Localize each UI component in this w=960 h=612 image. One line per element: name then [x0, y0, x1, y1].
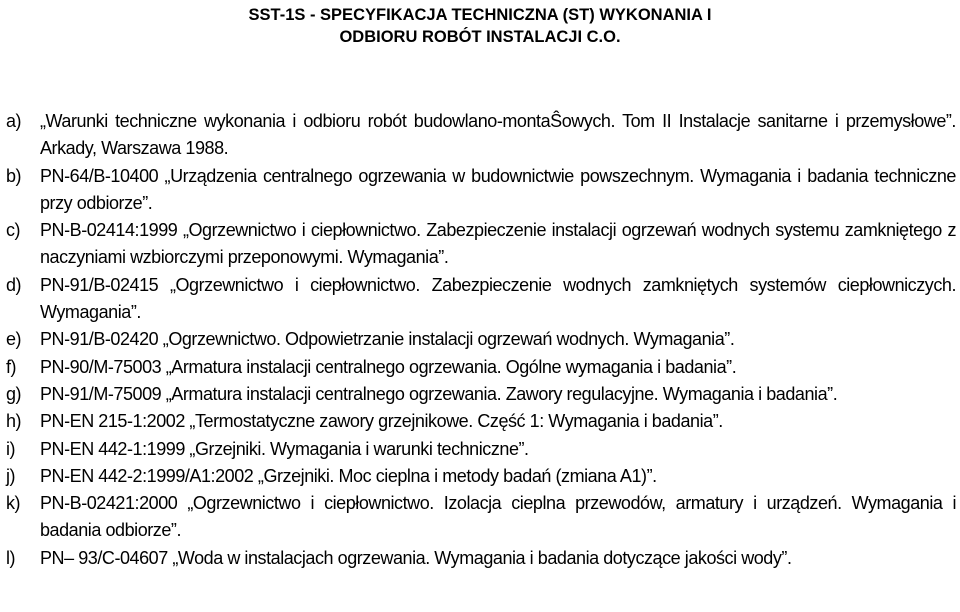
reference-marker: k)	[6, 493, 21, 514]
reference-marker: f)	[6, 356, 17, 377]
reference-text: PN-B-02421:2000 „Ogrzewnictwo i ciepłownictwo. Izolacja cieplna przewodów, armatury i urządzeń. Wymagania i badania odbiorze”.	[40, 493, 956, 541]
reference-marker: h)	[6, 411, 22, 432]
reference-item-b	[6, 163, 956, 218]
reference-item-c	[6, 217, 956, 272]
reference-text: „Warunki techniczne wykonania i odbioru robót budowlano-montaŜowych. Tom II Instalacje sanitarne i przemysłowe”. Arkady, Warszawa 1988.	[40, 111, 956, 159]
header-line-1: SST-1S - SPECYFIKACJA TECHNICZNA (ST) WYKONANIA I	[248, 6, 712, 24]
reference-list	[6, 108, 956, 572]
reference-text: PN-EN 442-2:1999/A1:2002 „Grzejniki. Moc cieplna i metody badań (zmiana A1)”.	[40, 465, 657, 486]
reference-text: PN-64/B-10400 „Urządzenia centralnego ogrzewania w budownictwie powszechnym. Wymagania i badania techniczne przy odbiorze”.	[40, 165, 956, 213]
reference-item-j	[6, 463, 956, 490]
reference-marker: i)	[6, 438, 16, 459]
reference-text: PN-91/B-02415 „Ogrzewnictwo i ciepłownictwo. Zabezpieczenie wodnych zamkniętych systemów ciepłowniczych. Wymagania”.	[40, 274, 956, 323]
reference-marker: e)	[6, 329, 22, 350]
reference-marker: b)	[6, 165, 22, 186]
reference-marker: c)	[6, 220, 21, 241]
reference-marker: a)	[6, 111, 22, 131]
reference-item-i	[6, 436, 956, 463]
reference-marker: d)	[6, 274, 22, 295]
reference-text: PN-90/M-75003 „Armatura instalacji centralnego ogrzewania. Ogólne wymagania i badania”.	[40, 356, 737, 377]
reference-item-h	[6, 408, 956, 435]
reference-marker: g)	[6, 383, 22, 404]
reference-text: PN-91/M-75009 „Armatura instalacji centralnego ogrzewania. Zawory regulacyjne. Wymagania i badania”.	[40, 383, 838, 404]
reference-item-l	[6, 545, 956, 572]
reference-text: PN-EN 442-1:1999 „Grzejniki. Wymagania i warunki techniczne”.	[40, 438, 529, 459]
reference-item-k	[6, 490, 956, 545]
reference-item-d	[6, 272, 956, 327]
reference-item-e	[6, 326, 956, 353]
reference-text: PN-91/B-02420 „Ogrzewnictwo. Odpowietrzanie instalacji ogrzewań wodnych. Wymagania”.	[40, 329, 735, 350]
reference-text: PN– 93/C-04607 „Woda w instalacjach ogrzewania. Wymagania i badania dotyczące jakości wody”.	[40, 547, 792, 568]
reference-item-a	[6, 108, 956, 163]
reference-marker: j)	[6, 465, 16, 486]
reference-text: PN-B-02414:1999 „Ogrzewnictwo i ciepłownictwo. Zabezpieczenie instalacji ogrzewań wodnych systemu zamkniętego z naczyniami wzbiorczymi przeponowymi. Wymagania”.	[40, 220, 956, 268]
reference-item-g	[6, 381, 956, 408]
reference-marker: l)	[6, 547, 16, 568]
reference-item-f	[6, 354, 956, 381]
header-line-2: ODBIORU ROBÓT INSTALACJI C.O.	[339, 28, 621, 46]
document-header	[0, 4, 960, 48]
reference-text: PN-EN 215-1:2002 „Termostatyczne zawory grzejnikowe. Część 1: Wymagania i badania”.	[40, 411, 723, 432]
